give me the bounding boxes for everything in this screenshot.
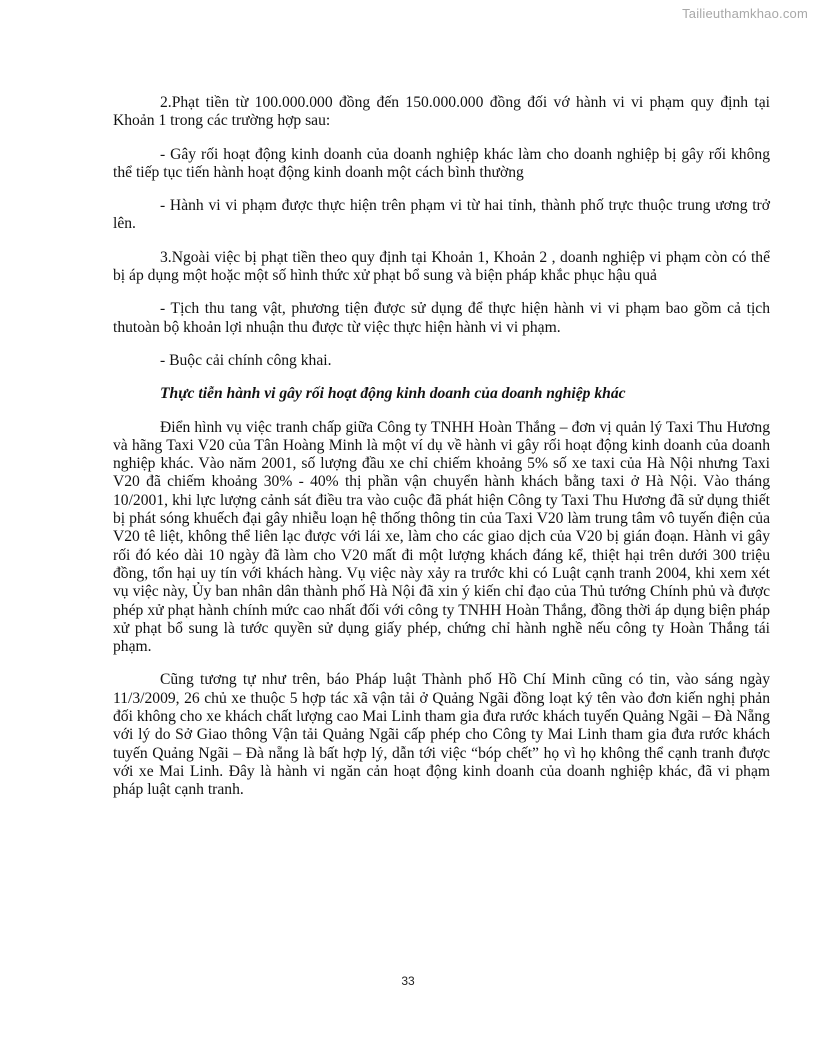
- paragraph-confiscation: - Tịch thu tang vật, phương tiện được sử dụng để thực hiện hành vi vi phạm bao gồm cả tịch thutoàn bộ khoản lợi nhuận thu được từ việc thực hiện hành vi vi phạm.: [113, 300, 770, 336]
- paragraph-taxi-case: Điển hình vụ việc tranh chấp giữa Công ty TNHH Hoàn Thắng – đơn vị quản lý Taxi Thu Hương và hãng Taxi V20 của Tân Hoàng Minh là một ví dụ về hành vi gây rối hoạt động kinh doanh của doanh nghiệp khác. Vào năm 2001, số lượng đầu xe chỉ chiếm khoảng 5% số xe taxi của Hà Nội nhưng Taxi V20 đã chiếm khoảng 30% - 40% thị phần vận chuyển hành khách bằng taxi ở Hà Nội. Vào tháng 10/2001, khi lực lượng cảnh sát điều tra vào cuộc đã phát hiện Công ty Taxi Thu Hương đã sử dụng thiết bị phát sóng khuếch đại gây nhiễu loạn hệ thống thông tin của Taxi V20 làm trung tâm vô tuyến điện của V20 tê liệt, không thể liên lạc được với lái xe, làm cho các giao dịch của V20 bị gián đoạn. Hành vi gây rối đó kéo dài 10 ngày đã làm cho V20 mất đi một lượng khách đáng kể, thiệt hại trên dưới 300 triệu đồng, tổn hại uy tín với khách hàng. Vụ việc này xảy ra trước khi có Luật cạnh tranh 2004, khi xem xét vụ việc này, Ủy ban nhân dân thành phố Hà Nội đã xin ý kiến chỉ đạo của Thủ tướng Chính phủ và được phép xử phạt hành chính mức cao nhất đối với công ty TNHH Hoàn Thắng, đồng thời áp dụng biện pháp xử phạt bổ sung là tước quyền sử dụng giấy phép, chứng chỉ hành nghề nếu công ty Hoàn Thắng tái phạm.: [113, 418, 770, 656]
- paragraph-penalty-2: 2.Phạt tiền từ 100.000.000 đồng đến 150.000.000 đồng đối vớ hành vi vi phạm quy định tại Khoản 1 trong các trường hợp sau:: [113, 94, 770, 130]
- paragraph-disrupt-business: - Gây rối hoạt động kinh doanh của doanh nghiệp khác làm cho doanh nghiệp bị gây rối không thể tiếp tục tiến hành hoạt động kinh doanh một cách bình thường: [113, 145, 770, 181]
- watermark: Tailieuthamkhao.com: [682, 6, 808, 21]
- document-body: [113, 94, 770, 815]
- paragraph-two-provinces: - Hành vi vi phạm được thực hiện trên phạm vi từ hai tỉnh, thành phố trực thuộc trung ương trở lên.: [113, 197, 770, 233]
- paragraph-public-correction: - Buộc cải chính công khai.: [160, 351, 332, 369]
- page-number: 33: [401, 974, 415, 988]
- section-heading: Thực tiễn hành vi gây rối hoạt động kinh doanh của doanh nghiệp khác: [160, 385, 626, 403]
- paragraph-penalty-3: 3.Ngoài việc bị phạt tiền theo quy định tại Khoản 1, Khoản 2 , doanh nghiệp vi phạm còn có thể bị áp dụng một hoặc một số hình thức xử phạt bổ sung và biện pháp khắc phục hậu quả: [113, 248, 770, 285]
- paragraph-mai-linh-case: Cũng tương tự như trên, báo Pháp luật Thành phố Hồ Chí Minh cũng có tin, vào sáng ngày 11/3/2009, 26 chủ xe thuộc 5 hợp tác xã vận tải ở Quảng Ngãi đồng loạt ký tên vào đơn kiến nghị phản đối không cho xe khách chất lượng cao Mai Linh tham gia đưa rước khách tuyến Quảng Ngãi – Đà Nẵng với lý do Sở Giao thông Vận tải Quảng Ngãi cấp phép cho Công ty Mai Linh tham gia đưa rước khách tuyến Quảng Ngãi – Đà nẵng là bất hợp lý, dẫn tới việc “bóp chết” họ vì họ không thể cạnh tranh được với xe Mai Linh. Đây là hành vi ngăn cản hoạt động kinh doanh của doanh nghiệp khác, đã vi phạm pháp luật cạnh tranh.: [113, 671, 770, 799]
